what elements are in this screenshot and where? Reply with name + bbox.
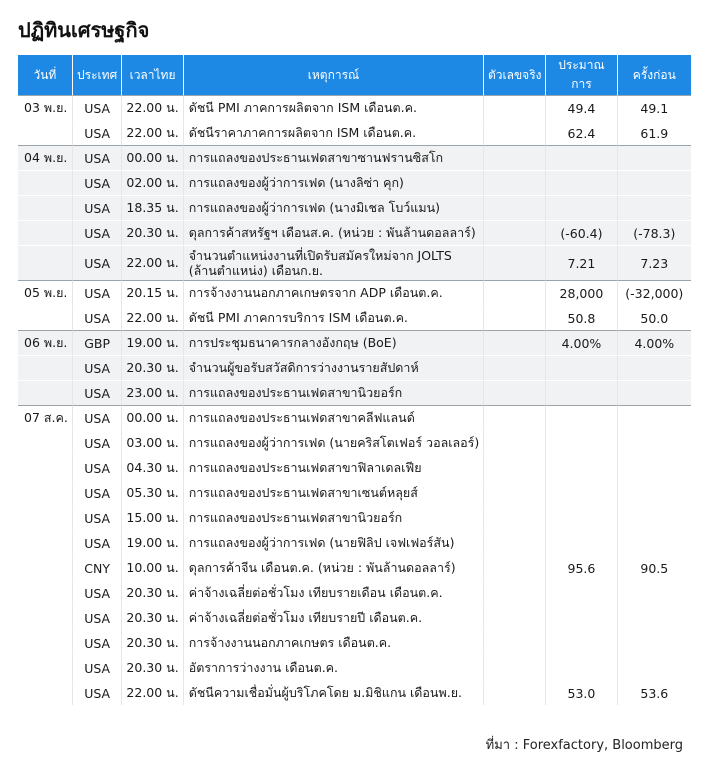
forecast-cell: (-60.4) bbox=[546, 220, 617, 245]
event-cell: การจ้างงานนอกภาคเกษตรจาก ADP เดือนต.ค. bbox=[184, 280, 485, 305]
date-cell bbox=[18, 120, 73, 145]
actual-cell bbox=[484, 120, 546, 145]
date-cell: 04 พ.ย. bbox=[18, 145, 73, 170]
previous-cell bbox=[618, 655, 691, 680]
previous-cell: 53.6 bbox=[618, 680, 691, 705]
forecast-cell: 49.4 bbox=[546, 95, 617, 120]
time-cell: 22.00 น. bbox=[122, 95, 183, 120]
table-row bbox=[18, 530, 691, 555]
date-cell bbox=[18, 480, 73, 505]
country-cell: USA bbox=[73, 655, 123, 680]
actual-cell bbox=[484, 455, 546, 480]
actual-cell bbox=[484, 655, 546, 680]
country-cell: USA bbox=[73, 680, 123, 705]
event-cell: การแถลงของประธานเฟดสาขาซานฟรานซิสโก bbox=[184, 145, 485, 170]
actual-cell bbox=[484, 95, 546, 120]
time-cell: 20.30 น. bbox=[122, 355, 183, 380]
time-cell: 15.00 น. bbox=[122, 505, 183, 530]
actual-cell bbox=[484, 530, 546, 555]
date-cell: 06 พ.ย. bbox=[18, 330, 73, 355]
time-cell: 22.00 น. bbox=[122, 120, 183, 145]
table-row bbox=[18, 120, 691, 145]
country-cell: GBP bbox=[73, 330, 123, 355]
page-title: ปฏิทินเศรษฐกิจ bbox=[18, 18, 150, 42]
table-row bbox=[18, 355, 691, 380]
previous-cell bbox=[618, 405, 691, 430]
event-cell: การแถลงของผู้ว่าการเฟด (นายฟิลิป เจฟเฟอร์สัน) bbox=[184, 530, 485, 555]
table-row bbox=[18, 405, 691, 430]
time-cell: 19.00 น. bbox=[122, 330, 183, 355]
forecast-cell bbox=[546, 405, 617, 430]
event-cell: การแถลงของผู้ว่าการเฟด (นางมิเชล โบว์แมน) bbox=[184, 195, 485, 220]
source-note: ที่มา : Forexfactory, Bloomberg bbox=[485, 738, 683, 753]
date-cell bbox=[18, 505, 73, 530]
country-cell: USA bbox=[73, 195, 123, 220]
table-row bbox=[18, 655, 691, 680]
country-cell: USA bbox=[73, 280, 123, 305]
actual-cell bbox=[484, 505, 546, 530]
country-cell: USA bbox=[73, 505, 123, 530]
time-cell: 22.00 น. bbox=[122, 245, 183, 280]
forecast-cell bbox=[546, 505, 617, 530]
event-cell: ดัชนีราคาภาคการผลิตจาก ISM เดือนต.ค. bbox=[184, 120, 485, 145]
forecast-cell bbox=[546, 630, 617, 655]
table-row bbox=[18, 220, 691, 245]
date-cell bbox=[18, 355, 73, 380]
date-cell bbox=[18, 305, 73, 330]
date-cell bbox=[18, 630, 73, 655]
date-cell bbox=[18, 245, 73, 280]
time-cell: 20.15 น. bbox=[122, 280, 183, 305]
forecast-cell bbox=[546, 580, 617, 605]
table-header bbox=[18, 55, 691, 95]
previous-cell bbox=[618, 355, 691, 380]
column-header-previous: ครั้งก่อน bbox=[618, 55, 691, 95]
previous-cell bbox=[618, 580, 691, 605]
date-cell bbox=[18, 195, 73, 220]
previous-cell: 90.5 bbox=[618, 555, 691, 580]
column-header-country: ประเทศ bbox=[73, 55, 123, 95]
event-cell: จำนวนผู้ขอรับสวัสดิการว่างงานรายสัปดาห์ bbox=[184, 355, 485, 380]
column-header-time: เวลาไทย bbox=[122, 55, 183, 95]
date-cell: 05 พ.ย. bbox=[18, 280, 73, 305]
forecast-cell bbox=[546, 480, 617, 505]
event-cell: การจ้างงานนอกภาคเกษตร เดือนต.ค. bbox=[184, 630, 485, 655]
country-cell: USA bbox=[73, 145, 123, 170]
table-row bbox=[18, 380, 691, 405]
date-cell bbox=[18, 220, 73, 245]
date-cell bbox=[18, 580, 73, 605]
table-row bbox=[18, 580, 691, 605]
country-cell: USA bbox=[73, 245, 123, 280]
event-cell: อัตราการว่างงาน เดือนต.ค. bbox=[184, 655, 485, 680]
table-row bbox=[18, 455, 691, 480]
country-cell: USA bbox=[73, 305, 123, 330]
table-row bbox=[18, 330, 691, 355]
table-row bbox=[18, 505, 691, 530]
event-cell: ดุลการค้าสหรัฐฯ เดือนส.ค. (หน่วย : พันล้านดอลลาร์) bbox=[184, 220, 485, 245]
actual-cell bbox=[484, 480, 546, 505]
time-cell: 20.30 น. bbox=[122, 580, 183, 605]
actual-cell bbox=[484, 430, 546, 455]
forecast-cell: 50.8 bbox=[546, 305, 617, 330]
time-cell: 20.30 น. bbox=[122, 605, 183, 630]
table-row bbox=[18, 170, 691, 195]
table-row bbox=[18, 605, 691, 630]
actual-cell bbox=[484, 555, 546, 580]
previous-cell: (-32,000) bbox=[618, 280, 691, 305]
country-cell: USA bbox=[73, 120, 123, 145]
date-cell bbox=[18, 380, 73, 405]
previous-cell bbox=[618, 505, 691, 530]
actual-cell bbox=[484, 220, 546, 245]
table-row bbox=[18, 95, 691, 120]
forecast-cell bbox=[546, 380, 617, 405]
actual-cell bbox=[484, 630, 546, 655]
time-cell: 02.00 น. bbox=[122, 170, 183, 195]
time-cell: 18.35 น. bbox=[122, 195, 183, 220]
event-cell: จำนวนตำแหน่งงานที่เปิดรับสมัครใหม่จาก JOLTS (ล้านตำแหน่ง) เดือนก.ย. bbox=[184, 245, 485, 280]
previous-cell: 49.1 bbox=[618, 95, 691, 120]
forecast-cell bbox=[546, 355, 617, 380]
actual-cell bbox=[484, 280, 546, 305]
previous-cell bbox=[618, 380, 691, 405]
time-cell: 04.30 น. bbox=[122, 455, 183, 480]
previous-cell bbox=[618, 195, 691, 220]
event-cell: ค่าจ้างเฉลี่ยต่อชั่วโมง เทียบรายปี เดือนต.ค. bbox=[184, 605, 485, 630]
previous-cell bbox=[618, 630, 691, 655]
table-row bbox=[18, 555, 691, 580]
event-cell: การแถลงของผู้ว่าการเฟด (นายคริสโตเฟอร์ วอลเลอร์) bbox=[184, 430, 485, 455]
previous-cell bbox=[618, 480, 691, 505]
date-cell: 07 ส.ค. bbox=[18, 405, 73, 430]
event-cell: การแถลงของประธานเฟดสาขานิวยอร์ก bbox=[184, 380, 485, 405]
date-cell bbox=[18, 555, 73, 580]
economic-calendar-table bbox=[18, 55, 691, 705]
table-row bbox=[18, 145, 691, 170]
country-cell: USA bbox=[73, 630, 123, 655]
forecast-cell: 28,000 bbox=[546, 280, 617, 305]
date-cell: 03 พ.ย. bbox=[18, 95, 73, 120]
date-cell bbox=[18, 605, 73, 630]
previous-cell bbox=[618, 430, 691, 455]
table-row bbox=[18, 630, 691, 655]
forecast-cell bbox=[546, 455, 617, 480]
table-row bbox=[18, 430, 691, 455]
time-cell: 22.00 น. bbox=[122, 680, 183, 705]
time-cell: 22.00 น. bbox=[122, 305, 183, 330]
column-header-event: เหตุการณ์ bbox=[184, 55, 485, 95]
forecast-cell: 53.0 bbox=[546, 680, 617, 705]
event-cell: ดุลการค้าจีน เดือนต.ค. (หน่วย : พันล้านดอลลาร์) bbox=[184, 555, 485, 580]
country-cell: USA bbox=[73, 430, 123, 455]
event-cell: การประชุมธนาคารกลางอังกฤษ (BoE) bbox=[184, 330, 485, 355]
date-cell bbox=[18, 455, 73, 480]
forecast-cell bbox=[546, 655, 617, 680]
actual-cell bbox=[484, 195, 546, 220]
actual-cell bbox=[484, 380, 546, 405]
date-cell bbox=[18, 530, 73, 555]
date-cell bbox=[18, 655, 73, 680]
time-cell: 10.00 น. bbox=[122, 555, 183, 580]
previous-cell bbox=[618, 170, 691, 195]
actual-cell bbox=[484, 145, 546, 170]
actual-cell bbox=[484, 170, 546, 195]
date-cell bbox=[18, 170, 73, 195]
forecast-cell bbox=[546, 605, 617, 630]
country-cell: USA bbox=[73, 170, 123, 195]
event-cell: ค่าจ้างเฉลี่ยต่อชั่วโมง เทียบรายเดือน เดือนต.ค. bbox=[184, 580, 485, 605]
forecast-cell bbox=[546, 145, 617, 170]
table-row bbox=[18, 195, 691, 220]
previous-cell bbox=[618, 605, 691, 630]
previous-cell bbox=[618, 145, 691, 170]
event-cell: ดัชนี PMI ภาคการผลิตจาก ISM เดือนต.ค. bbox=[184, 95, 485, 120]
country-cell: USA bbox=[73, 405, 123, 430]
date-cell bbox=[18, 430, 73, 455]
country-cell: USA bbox=[73, 380, 123, 405]
previous-cell: (-78.3) bbox=[618, 220, 691, 245]
forecast-cell bbox=[546, 170, 617, 195]
previous-cell: 50.0 bbox=[618, 305, 691, 330]
country-cell: CNY bbox=[73, 555, 123, 580]
country-cell: USA bbox=[73, 455, 123, 480]
forecast-cell bbox=[546, 530, 617, 555]
event-cell: การแถลงของประธานเฟดสาขานิวยอร์ก bbox=[184, 505, 485, 530]
table-row bbox=[18, 680, 691, 705]
actual-cell bbox=[484, 305, 546, 330]
country-cell: USA bbox=[73, 530, 123, 555]
country-cell: USA bbox=[73, 480, 123, 505]
event-cell: การแถลงของประธานเฟดสาขาคลีฟแลนด์ bbox=[184, 405, 485, 430]
forecast-cell bbox=[546, 195, 617, 220]
time-cell: 20.30 น. bbox=[122, 220, 183, 245]
previous-cell: 7.23 bbox=[618, 245, 691, 280]
actual-cell bbox=[484, 680, 546, 705]
time-cell: 03.00 น. bbox=[122, 430, 183, 455]
forecast-cell bbox=[546, 430, 617, 455]
time-cell: 20.30 น. bbox=[122, 655, 183, 680]
time-cell: 19.00 น. bbox=[122, 530, 183, 555]
column-header-forecast: ประมาณการ bbox=[546, 55, 617, 95]
previous-cell bbox=[618, 530, 691, 555]
forecast-cell: 95.6 bbox=[546, 555, 617, 580]
country-cell: USA bbox=[73, 580, 123, 605]
event-cell: ดัชนีความเชื่อมั่นผู้บริโภคโดย ม.มิชิแกน เดือนพ.ย. bbox=[184, 680, 485, 705]
event-cell: การแถลงของผู้ว่าการเฟด (นางลิซ่า คุก) bbox=[184, 170, 485, 195]
event-cell: การแถลงของประธานเฟดสาขาฟิลาเดลเฟีย bbox=[184, 455, 485, 480]
time-cell: 23.00 น. bbox=[122, 380, 183, 405]
time-cell: 00.00 น. bbox=[122, 145, 183, 170]
date-cell bbox=[18, 680, 73, 705]
forecast-cell: 62.4 bbox=[546, 120, 617, 145]
table-body bbox=[18, 95, 691, 705]
table-row bbox=[18, 245, 691, 280]
time-cell: 05.30 น. bbox=[122, 480, 183, 505]
actual-cell bbox=[484, 245, 546, 280]
actual-cell bbox=[484, 405, 546, 430]
actual-cell bbox=[484, 330, 546, 355]
actual-cell bbox=[484, 355, 546, 380]
column-header-date: วันที่ bbox=[18, 55, 73, 95]
previous-cell bbox=[618, 455, 691, 480]
time-cell: 00.00 น. bbox=[122, 405, 183, 430]
previous-cell: 61.9 bbox=[618, 120, 691, 145]
forecast-cell: 7.21 bbox=[546, 245, 617, 280]
forecast-cell: 4.00% bbox=[546, 330, 617, 355]
table-row bbox=[18, 280, 691, 305]
previous-cell: 4.00% bbox=[618, 330, 691, 355]
actual-cell bbox=[484, 605, 546, 630]
event-cell: ดัชนี PMI ภาคการบริการ ISM เดือนต.ค. bbox=[184, 305, 485, 330]
country-cell: USA bbox=[73, 605, 123, 630]
country-cell: USA bbox=[73, 355, 123, 380]
time-cell: 20.30 น. bbox=[122, 630, 183, 655]
event-cell: การแถลงของประธานเฟดสาขาเซนต์หลุยส์ bbox=[184, 480, 485, 505]
country-cell: USA bbox=[73, 95, 123, 120]
table-row bbox=[18, 305, 691, 330]
table-row bbox=[18, 480, 691, 505]
actual-cell bbox=[484, 580, 546, 605]
country-cell: USA bbox=[73, 220, 123, 245]
column-header-actual: ตัวเลขจริง bbox=[484, 55, 546, 95]
